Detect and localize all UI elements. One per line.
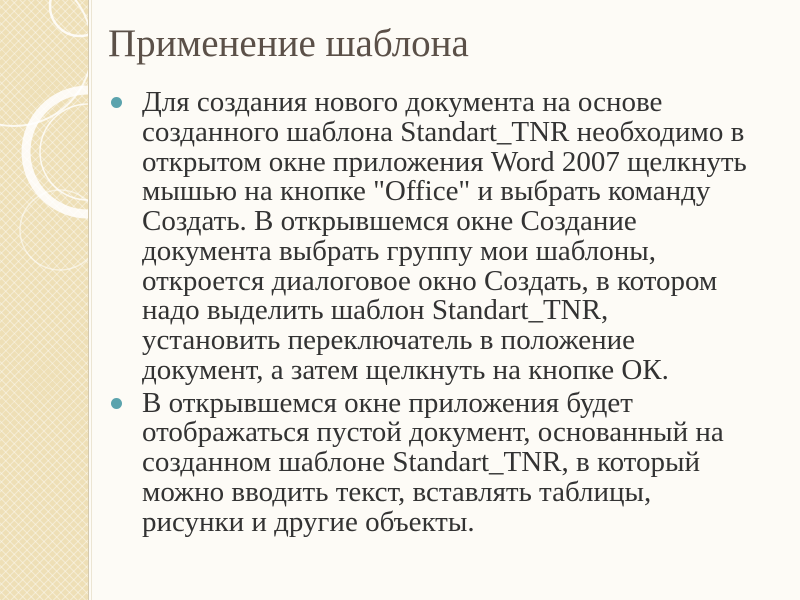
text-line: созданного шаблона Standart_TNR необходимо в xyxy=(142,115,745,148)
text-line: откроется диалоговое окно Создать, в котором xyxy=(142,264,718,297)
slide-title: Применение шаблона xyxy=(108,22,469,65)
text-line: Для создания нового документа на основе xyxy=(142,86,663,118)
text-line: документ, а затем щелкнуть на кнопке ОК. xyxy=(142,353,669,386)
text-line: надо выделить шаблон Standart_TNR, xyxy=(142,294,609,327)
bullet-text xyxy=(142,386,782,538)
text-line: отображаться пустой документ, основанный на xyxy=(142,416,724,449)
text-line: Создать. В открывшемся окне Создание xyxy=(142,205,637,237)
text-line: можно вводить текст, вставлять таблицы, xyxy=(142,475,652,508)
text-line: созданном шаблоне Standart_TNR, в который xyxy=(142,446,700,478)
text-line: рисунки и другие объекты. xyxy=(142,505,475,538)
bullet-text xyxy=(142,88,782,386)
text-line: мышью на кнопке "Office" и выбрать команду xyxy=(142,175,711,208)
bullet-item xyxy=(0,386,800,538)
text-line: открытом окне приложения Word 2007 щелкнуть xyxy=(142,145,747,178)
text-line: установить переключатель в положение xyxy=(142,324,635,356)
bullet-item xyxy=(0,88,800,386)
text-line: документа выбрать группу мои шаблоны, xyxy=(142,234,657,267)
text-line: В открывшемся окне приложения будет xyxy=(142,386,633,419)
slide-body xyxy=(0,88,800,537)
bullet-icon xyxy=(111,398,122,409)
bullet-icon xyxy=(111,97,122,108)
ring-decoration xyxy=(50,0,88,36)
